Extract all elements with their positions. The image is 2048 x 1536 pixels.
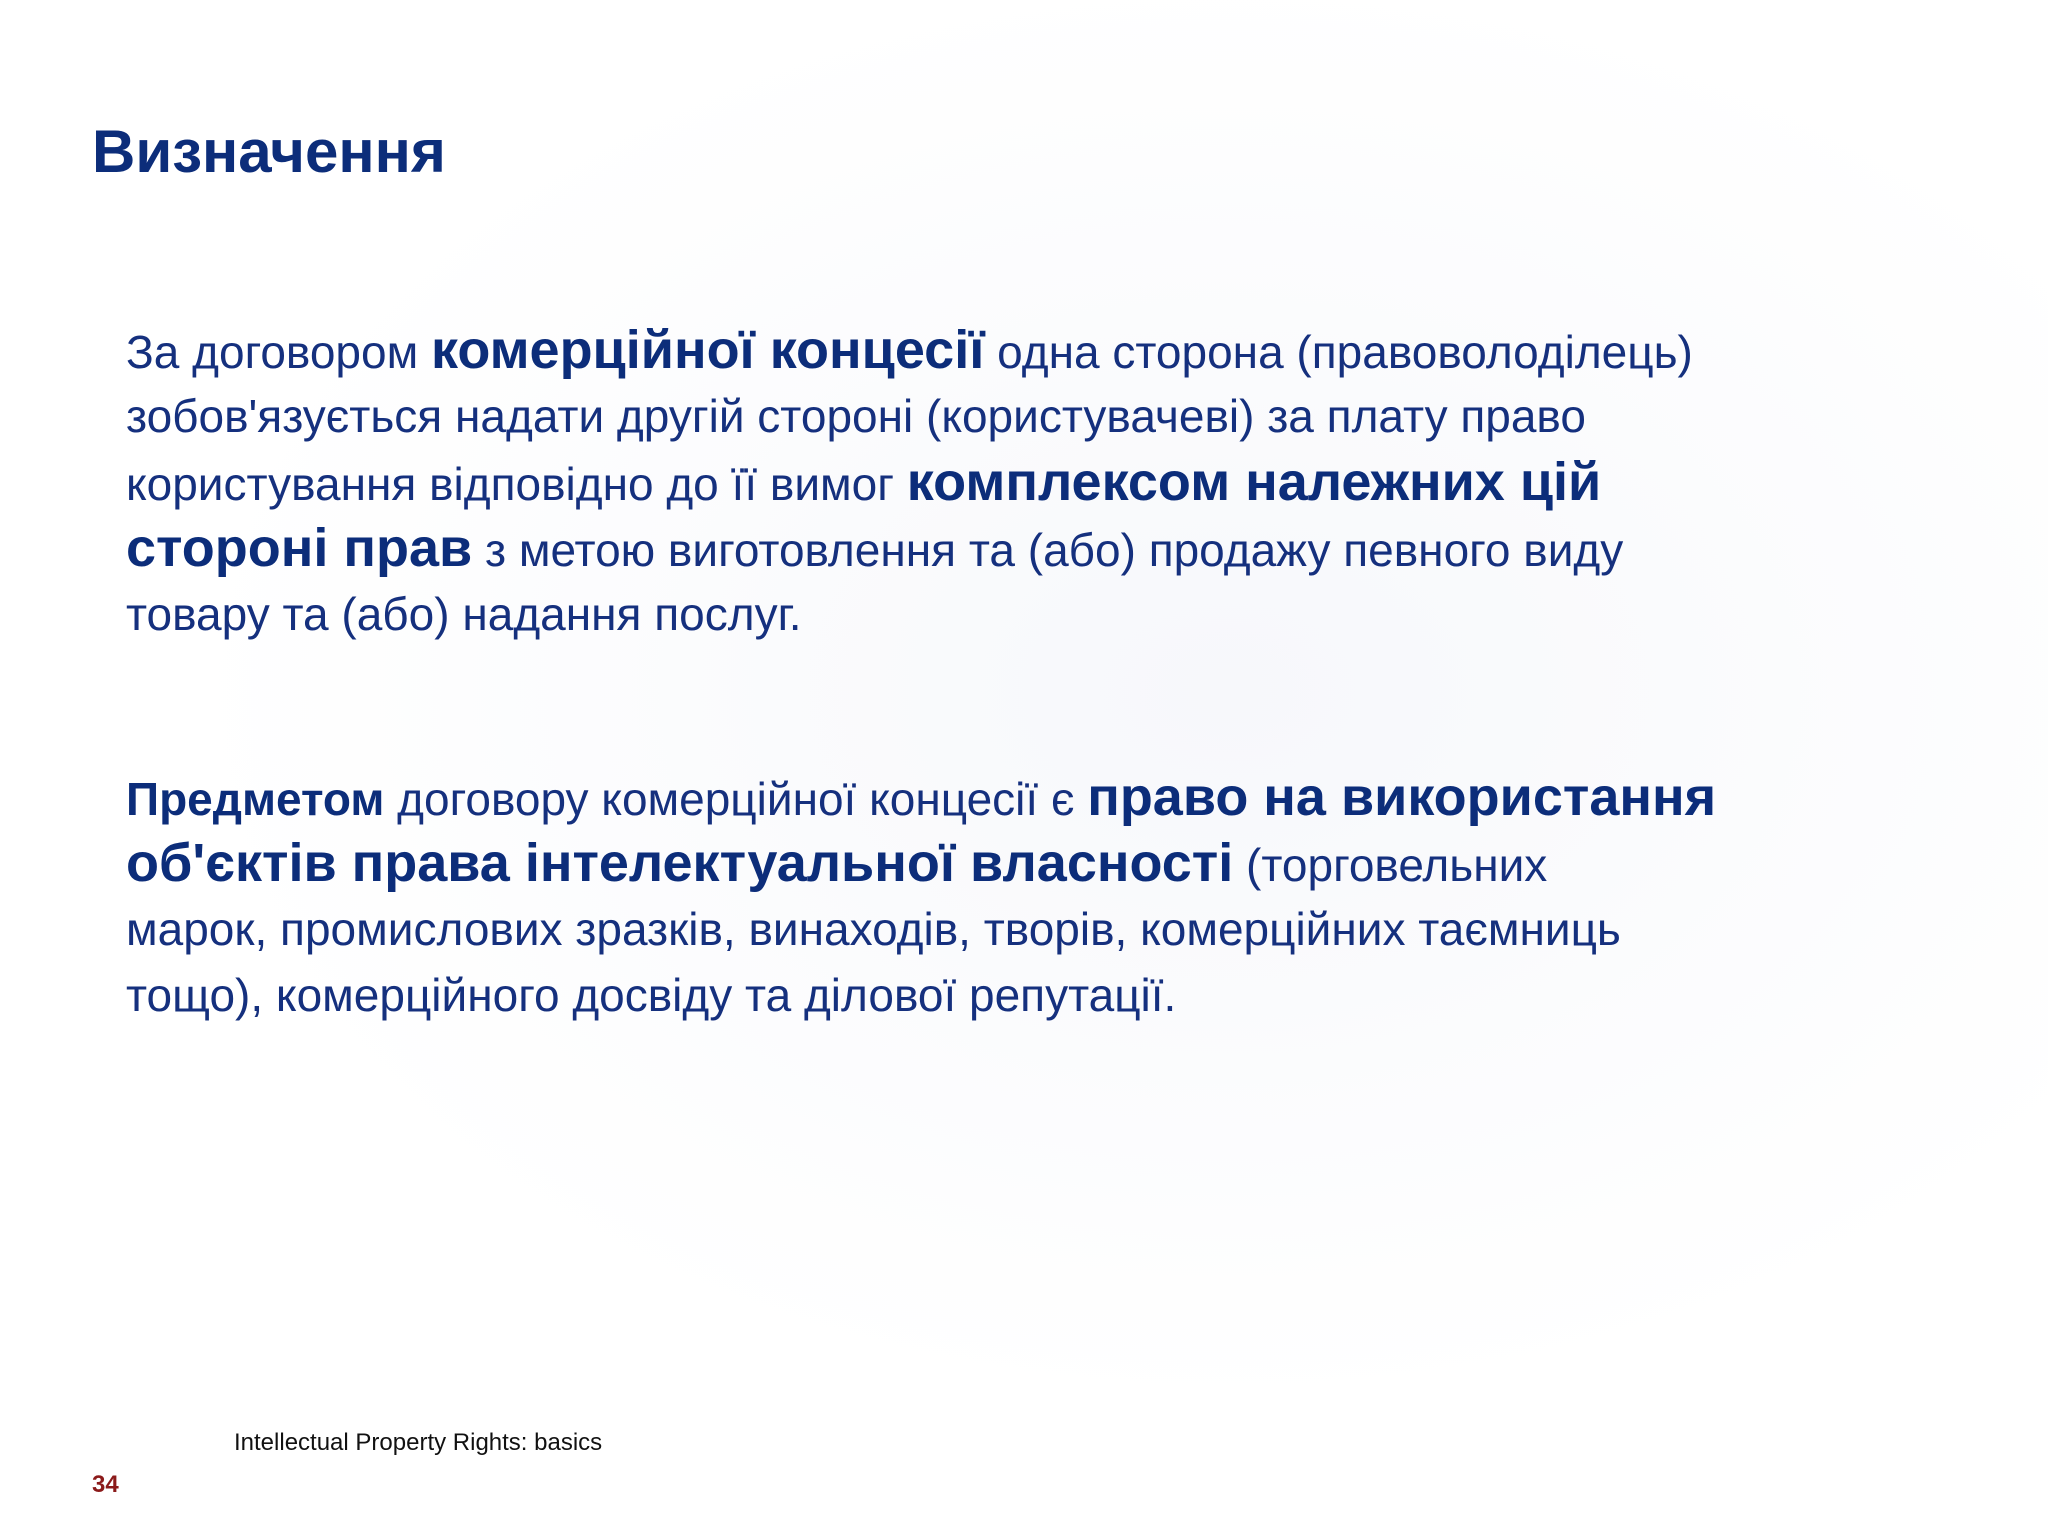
definition-paragraph <box>126 317 1926 647</box>
paragraph-line: марок, промислових зразків, винаходів, творів, комерційних таємниць <box>126 903 1621 955</box>
text-run: За договором <box>126 326 431 378</box>
paragraph-line <box>126 764 1926 830</box>
footer-caption: Intellectual Property Rights: basics <box>234 1429 603 1456</box>
slide-title: Визначення <box>92 118 446 185</box>
emphasis-text: стороні прав <box>126 518 473 578</box>
paragraph-line <box>126 830 1926 896</box>
paragraph-line <box>126 515 1926 581</box>
emphasis-text: право на використання <box>1087 767 1717 827</box>
emphasis-text: Предметом <box>126 773 385 825</box>
paragraph-line: тощо), комерційного досвіду та ділової репутації. <box>126 969 1177 1021</box>
emphasis-text: комерційної концесії <box>431 320 985 380</box>
emphasis-text: об'єктів права інтелектуальної власності <box>126 833 1234 893</box>
page-number: 34 <box>92 1471 119 1498</box>
text-run: (торговельних <box>1233 839 1548 891</box>
paragraph-line <box>126 317 1926 383</box>
subject-paragraph <box>126 764 1926 1028</box>
paragraph-line <box>126 449 1926 515</box>
paragraph-line: зобов'язується надати другій стороні (користувачеві) за плату право <box>126 390 1586 442</box>
text-run: з метою виготовлення та (або) продажу певного виду <box>472 524 1624 576</box>
emphasis-text: комплексом належних цій <box>906 452 1602 512</box>
text-run: договору комерційної концесії є <box>384 773 1088 825</box>
text-run: одна сторона (правоволоділець) <box>984 326 1693 378</box>
paragraph-line: товару та (або) надання послуг. <box>126 588 802 640</box>
text-run: користування відповідно до її вимог <box>126 458 907 510</box>
